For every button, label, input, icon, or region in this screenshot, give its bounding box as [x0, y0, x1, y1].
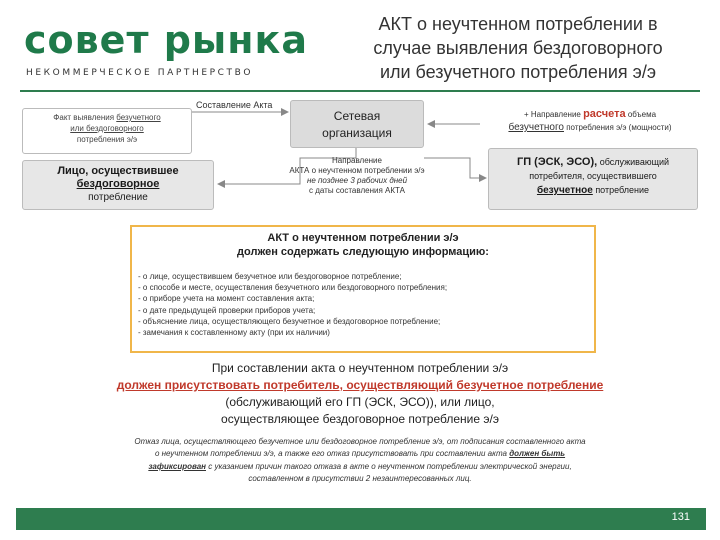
presence-line-4: осуществляющее бездоговорное потребление э/э: [221, 412, 499, 426]
gp-line-2: потребителя, осуществившего: [529, 171, 657, 181]
direction-line-4: с даты составления АКТА: [309, 186, 405, 195]
fact-text-2: или бездоговорного: [70, 124, 144, 133]
footer-bar: [16, 508, 706, 530]
calc-underlined: безучетного: [508, 122, 564, 133]
act-info-title-1: АКТ о неучтенном потреблении э/э: [267, 232, 459, 244]
fact-text-3: потребления э/э: [76, 135, 138, 144]
list-item: - о приборе учета на момент составления акта;: [138, 293, 447, 304]
calc-pre: + Направление: [523, 110, 584, 119]
presence-line-1: При составлении акта о неучтенном потреблении э/э: [211, 361, 509, 375]
refusal-line-3: с указанием причин такого отказа в акте о неучтенном потреблении электрической энергии,: [206, 461, 572, 471]
direction-act-note: [262, 156, 452, 196]
list-item: - замечания к составленному акту (при их наличии): [138, 327, 447, 338]
refusal-line-1: Отказ лица, осуществляющего безучетное или бездоговорное потребление э/э, от подписания составленного акта: [134, 437, 586, 446]
gp-small: обслуживающий: [597, 157, 670, 167]
refusal-emphasis-1: должен быть: [509, 449, 566, 459]
calc-tail: потребления э/э (мощности): [563, 123, 672, 132]
fact-text: Факт выявления: [53, 113, 117, 122]
network-line-2: организация: [322, 126, 392, 140]
refusal-emphasis-2: зафиксирован: [148, 461, 206, 471]
gp-underlined: безучетное: [536, 185, 593, 196]
logo: совет рынка: [24, 18, 308, 62]
title-line-2: случае выявления бездоговорного: [373, 38, 663, 58]
page-number: 131: [671, 511, 690, 523]
network-line-1: Сетевая: [333, 109, 381, 123]
calc-highlight: расчета: [583, 108, 626, 120]
title-line-1: АКТ о неучтенном потреблении в: [378, 14, 658, 34]
person-line-3: потребление: [88, 192, 148, 203]
act-info-box: [130, 225, 596, 353]
direction-line-1: Направление: [332, 156, 382, 165]
act-info-title-2: должен содержать следующую информацию:: [237, 246, 489, 258]
refusal-line-4: составленном в присутствии 2 незаинтересованных лиц.: [248, 474, 472, 484]
network-organization-box: [290, 100, 424, 148]
presence-line-3: (обслуживающий его ГП (ЭСК, ЭСО)), или лицо,: [225, 395, 495, 409]
fact-underlined: безучетного: [116, 113, 161, 122]
direction-line-2: АКТА о неучтенном потреблении э/э: [289, 166, 425, 175]
fact-detection-box: [22, 108, 192, 154]
list-item: - о лице, осуществившем безучетное или бездоговорное потребление;: [138, 271, 447, 282]
gp-tail: потребление: [592, 185, 650, 195]
person-line-2: бездоговорное: [76, 178, 160, 190]
act-info-title: [132, 231, 594, 259]
list-item: - о способе и месте, осуществления безучетного или бездоговорного потребления;: [138, 282, 447, 293]
direction-line-3: не позднее 3 рабочих дней: [306, 176, 408, 185]
logo-subtitle: НЕКОММЕРЧЕСКОЕ ПАРТНЕРСТВО: [26, 68, 254, 78]
person-line-1: Лицо, осуществившее: [57, 165, 179, 177]
calc-post: объема: [625, 110, 657, 119]
list-item: - объяснение лица, осуществляющего безучетное и бездоговорное потребление;: [138, 316, 447, 327]
gp-title: ГП (ЭСК, ЭСО),: [516, 156, 598, 168]
title-line-3: или безучетного потребления э/э: [379, 62, 657, 82]
presence-requirement: [28, 360, 692, 428]
direction-calc-note: [470, 108, 710, 134]
act-info-list: [138, 271, 447, 338]
refusal-line-2: о неучтенном потреблении э/э, а также его отказ присутствовать при составлении акта: [154, 449, 510, 459]
refusal-note: [28, 436, 692, 486]
list-item: - о дате предыдущей проверки приборов учета;: [138, 305, 447, 316]
compose-act-label: Составление Акта: [196, 100, 273, 110]
gp-box: [488, 148, 698, 210]
person-box: [22, 160, 214, 210]
presence-line-2: должен присутствовать потребитель, осуществляющий безучетное потребление: [116, 378, 604, 392]
